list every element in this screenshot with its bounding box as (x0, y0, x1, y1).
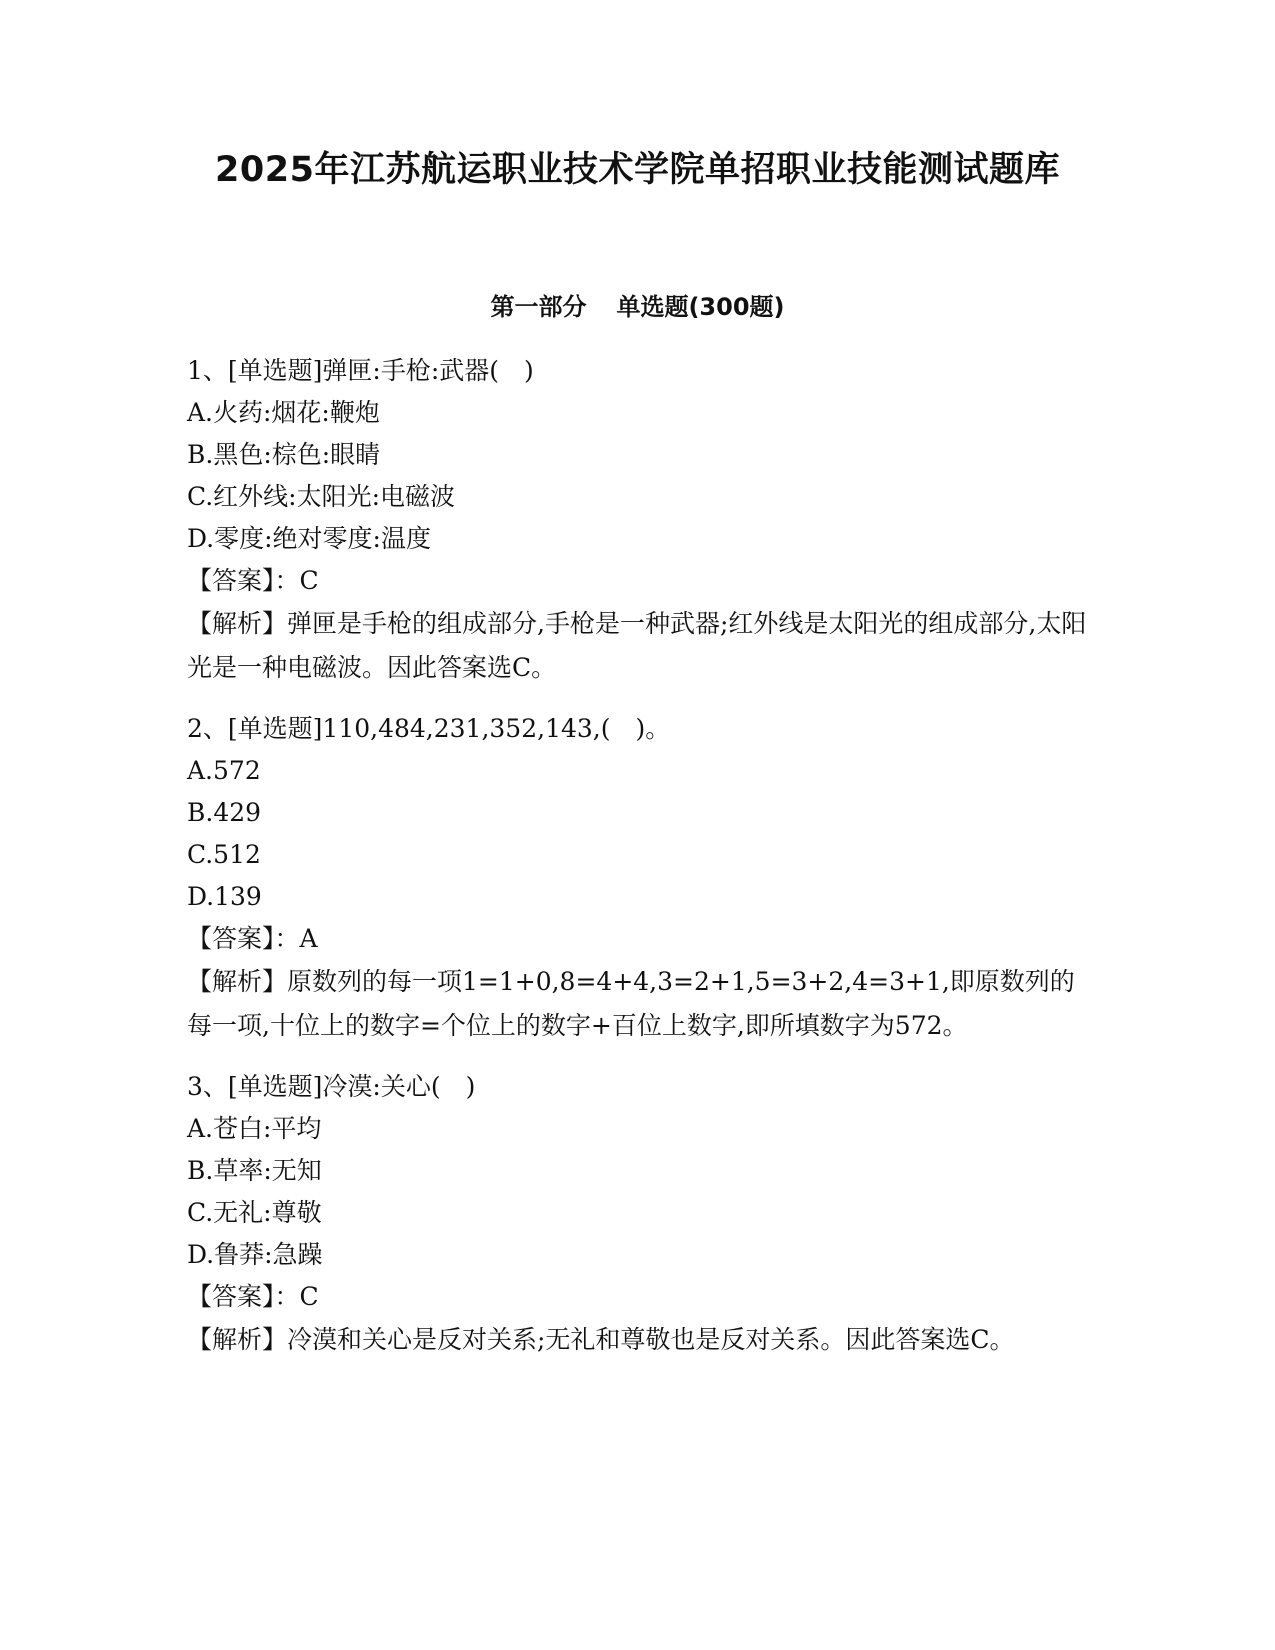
section-title-part: 第一部分 (490, 293, 587, 321)
question-item (187, 708, 1087, 1048)
option-b: B.黑色:棕色:眼睛 (187, 440, 381, 469)
question-stem: 1、[单选题]弹匣:手枪:武器( ) (187, 356, 534, 385)
option-c: C.红外线:太阳光:电磁波 (187, 482, 456, 511)
question-item (187, 1066, 1087, 1362)
question-stem: 3、[单选题]冷漠:关心( ) (187, 1072, 476, 1101)
option-b: B.429 (187, 798, 262, 827)
section-title (0, 290, 1275, 324)
option-a: A.火药:烟花:鞭炮 (187, 398, 380, 427)
option-b: B.草率:无知 (187, 1156, 322, 1185)
answer-line: 【答案】：C (187, 1282, 319, 1311)
question-item (187, 350, 1087, 690)
analysis-text: 【解析】原数列的每一项1=1+0,8=4+4,3=2+1,5=3+2,4=3+1,即原数列的每一项,十位上的数字=个位上的数字+百位上数字,即所填数字为572。 (187, 967, 1075, 1040)
answer-line: 【答案】：C (187, 566, 319, 595)
option-a: A.572 (187, 756, 261, 785)
section-title-type: 单选题(300题) (616, 293, 785, 321)
option-d: D.鲁莽:急躁 (187, 1240, 323, 1269)
option-c: C.512 (187, 840, 261, 869)
question-list (187, 350, 1087, 1362)
question-stem: 2、[单选题]110,484,231,352,143,( )。 (187, 714, 671, 743)
analysis-text: 【解析】弹匣是手枪的组成部分,手枪是一种武器;红外线是太阳光的组成部分,太阳光是一种电磁波。因此答案选C。 (187, 609, 1087, 682)
option-d: D.139 (187, 882, 262, 911)
option-a: A.苍白:平均 (187, 1114, 322, 1143)
option-c: C.无礼:尊敬 (187, 1198, 322, 1227)
document-title: 2025年江苏航运职业技术学院单招职业技能测试题库 (215, 150, 1060, 190)
option-d: D.零度:绝对零度:温度 (187, 524, 431, 553)
answer-line: 【答案】：A (187, 924, 318, 953)
analysis-text: 【解析】冷漠和关心是反对关系;无礼和尊敬也是反对关系。因此答案选C。 (187, 1325, 1015, 1354)
